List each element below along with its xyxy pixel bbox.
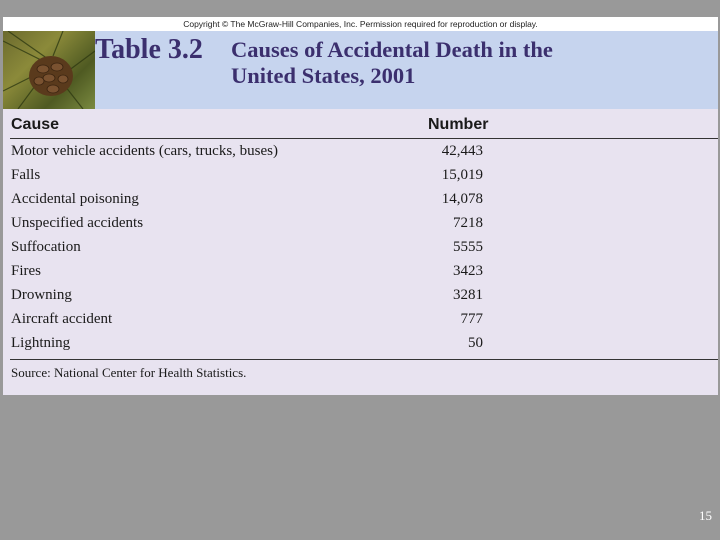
table-row [3, 333, 718, 357]
table-row [3, 141, 718, 165]
slide-image [3, 17, 718, 395]
cause-cell: Aircraft accident [11, 311, 113, 327]
column-header-cause: Cause [11, 116, 60, 133]
cause-cell: Lightning [11, 335, 71, 351]
copyright-notice: Copyright © The McGraw-Hill Companies, Inc. Permission required for reproduction or display. [3, 17, 718, 31]
table-row [3, 213, 718, 237]
number-cell: 14,078 [441, 191, 483, 207]
cause-cell: Accidental poisoning [11, 191, 139, 207]
cause-cell: Fires [11, 263, 41, 279]
number-cell: 7218 [453, 215, 483, 231]
table-number: Table 3.2 [95, 34, 203, 65]
footer-rule [10, 359, 718, 360]
number-cell: 42,443 [441, 143, 483, 159]
table-header-band [3, 31, 718, 109]
page-number: 15 [699, 508, 712, 523]
table-row [3, 261, 718, 285]
source-note: Source: National Center for Health Statistics. [11, 365, 247, 380]
cause-cell: Drowning [11, 287, 72, 303]
number-cell: 3281 [453, 287, 483, 303]
table-row [3, 165, 718, 189]
cause-cell: Unspecified accidents [11, 215, 144, 231]
table-row [3, 237, 718, 261]
pinecone-icon [3, 31, 95, 109]
data-table [3, 109, 718, 395]
column-header-number: Number [428, 116, 489, 133]
table-row [3, 309, 718, 333]
table-title-line-1: Causes of Accidental Death in the [231, 37, 553, 62]
number-cell: 5555 [453, 239, 483, 255]
number-cell: 15,019 [441, 167, 483, 183]
cause-cell: Falls [11, 167, 41, 183]
number-cell: 3423 [453, 263, 483, 279]
number-cell: 777 [460, 311, 483, 327]
table-row [3, 285, 718, 309]
cause-cell: Suffocation [11, 239, 81, 255]
number-cell: 50 [468, 335, 483, 351]
table-title-line-2: United States, 2001 [231, 63, 416, 88]
cause-cell: Motor vehicle accidents (cars, trucks, buses) [11, 143, 278, 159]
header-rule [10, 138, 718, 139]
table-title [231, 37, 711, 89]
table-row [3, 189, 718, 213]
